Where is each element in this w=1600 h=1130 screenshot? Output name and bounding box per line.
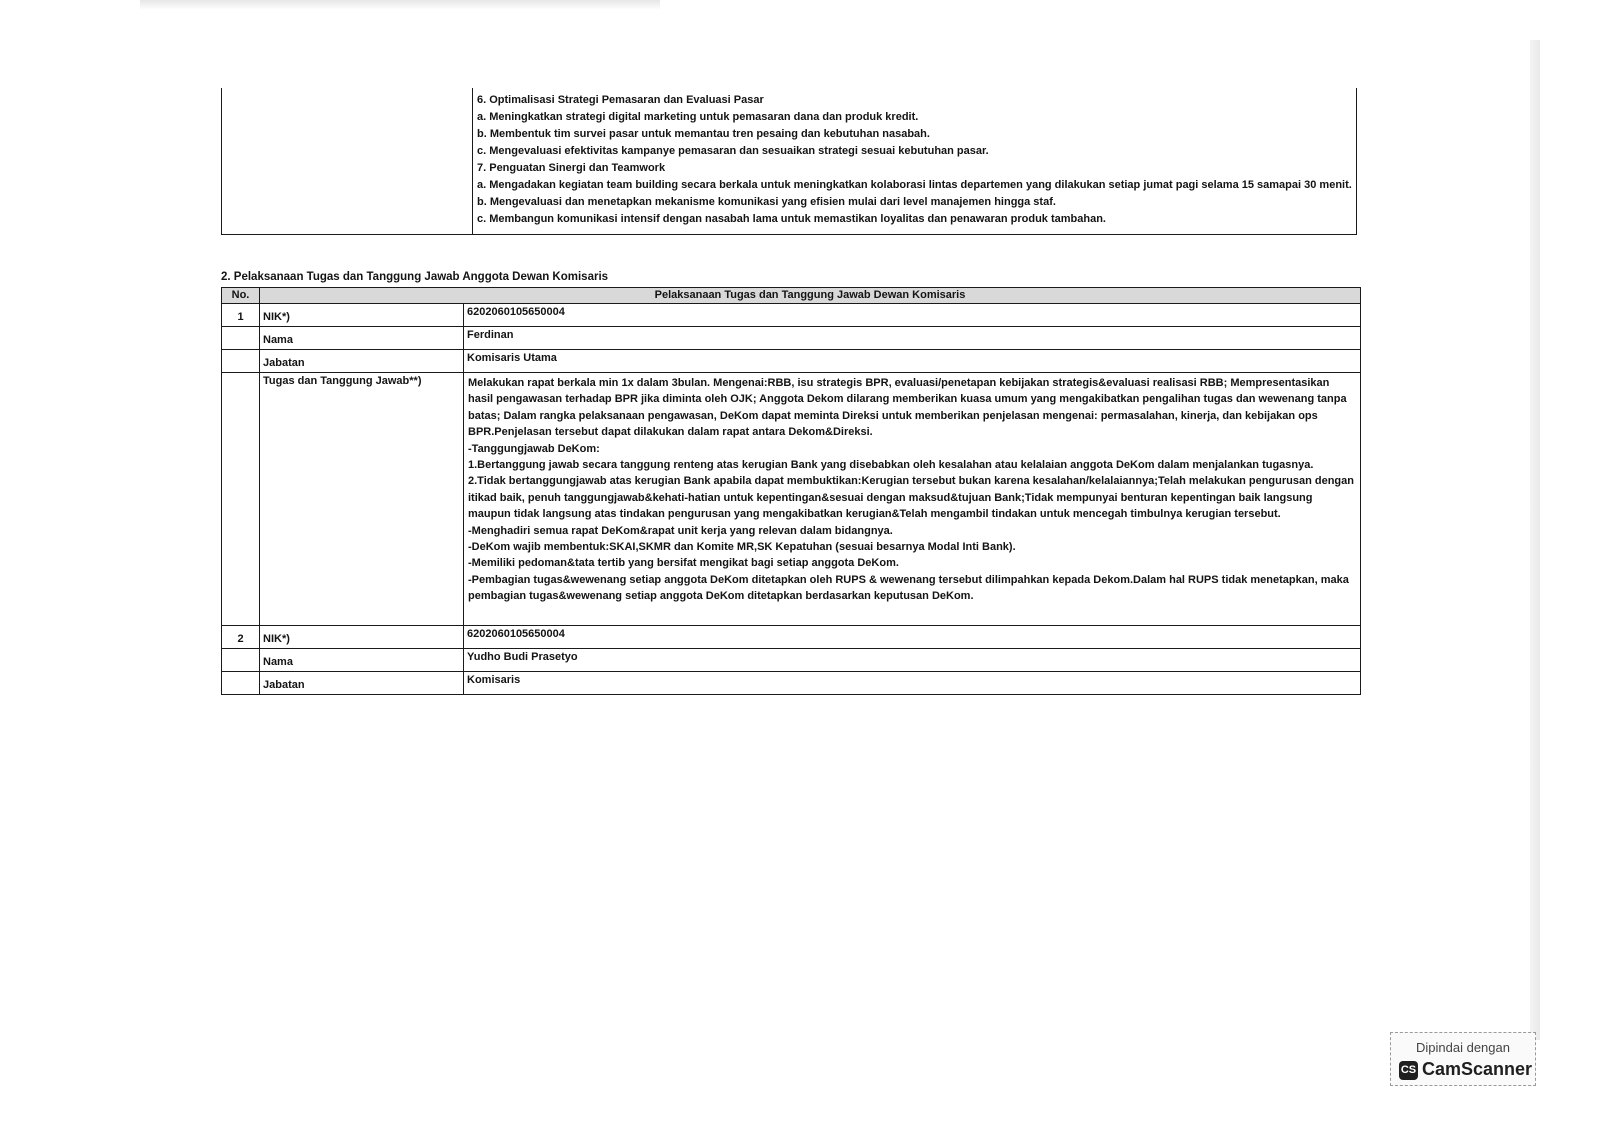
table-row [222,671,1361,694]
jabatan-label: Jabatan [260,350,464,373]
duty-paragraph: 2.Tidak bertanggungjawab atas kerugian Bank apabila dapat membuktikan:Kerugian tersebut bukan karena kesalahan/kelalaiannya;Telah melakukan pengurusan dengan itikad baik, penuh tanggungjawab&kehati-hatian untuk kepentingan&sesuai dengan maksud&tujuan Bank;Tidak mempunyai benturan kepentingan baik langsung maupun tidak langsung atas tindakan pengurusan yang mengakibatkan kerugian&Telah mengambil tindakan untuk mencegah timbulnya kerugian tersebut. [468,475,1354,521]
duty-paragraph: -Menghadiri semua rapat DeKom&rapat unit kerja yang relevan dalam bidangnya. [468,524,893,537]
list-item: b. Mengevaluasi dan menetapkan mekanisme komunikasi yang efisien mulai dari level manajemen hingga staf. [477,196,1056,208]
table-row [222,88,1357,235]
jabatan-label: Jabatan [260,671,464,694]
watermark-caption: Dipindai dengan [1416,1040,1510,1055]
member-number: 1 [222,304,260,327]
strategy-list-cell [473,88,1357,235]
nik-value: 6202060105650004 [464,625,1361,648]
list-item: 7. Penguatan Sinergi dan Teamwork [477,162,666,174]
duty-paragraph: -DeKom wajib membentuk:SKAI,SKMR dan Komite MR,SK Kepatuhan (sesuai besarnya Modal Inti Bank). [468,541,1016,554]
list-item: b. Membentuk tim survei pasar untuk memantau tren pesaing dan kebutuhan nasabah. [477,128,930,140]
empty-cell [222,327,260,350]
nama-value: Ferdinan [464,327,1361,350]
member-number: 2 [222,625,260,648]
table-row [222,327,1361,350]
duty-paragraph: -Pembagian tugas&wewenang setiap anggota DeKom ditetapkan oleh RUPS & wewenang tersebut dilimpahkan kepada Dekom.Dalam hal RUPS tidak menetapkan, maka pembagian tugas&wewenang setiap anggota DeKom ditetapkan berdasarkan keputusan DeKom. [468,573,1349,603]
empty-cell [222,350,260,373]
nik-label: NIK*) [260,304,464,327]
section-title: 2. Pelaksanaan Tugas dan Tanggung Jawab Anggota Dewan Komisaris [221,271,609,283]
tugas-value [464,373,1361,626]
list-item: c. Membangun komunikasi intensif dengan nasabah lama untuk memastikan loyalitas dan penawaran produk tambahan. [477,213,1106,225]
duty-paragraph: Melakukan rapat berkala min 1x dalam 3bulan. Mengenai:RBB, isu strategis BPR, evaluasi/penetapan kebijakan strategis&evaluasi realisasi RBB; Mempresentasikan hasil pengawasan terhadap BPR jika diminta oleh OJK; Anggota Dekom dilarang memberikan kuasa umum yang mengakibatkan pengalihan tugas dan wewenang tanpa batas; Dalam rangka pelaksanaan pengawasan, DeKom dapat meminta Direksi untuk memberikan penjelasan mengenai: permasalahan, kinerja, dan kebijakan ops BPR.Penjelasan tersebut dapat dilakukan dalam rapat antara Dekom&Direksi. [468,377,1347,439]
watermark-brand: CamScanner [1422,1059,1533,1079]
jabatan-value: Komisaris Utama [464,350,1361,373]
empty-cell [222,648,260,671]
table-row [222,625,1361,648]
nama-label: Nama [260,327,464,350]
header-content: Pelaksanaan Tugas dan Tanggung Jawab Dewan Komisaris [260,288,1361,304]
duty-paragraph: -Tanggungjawab DeKom: [468,442,600,455]
duty-paragraph: -Memiliki pedoman&tata tertib yang bersifat mengikat bagi setiap anggota DeKom. [468,557,899,570]
duty-paragraph: 1.Bertanggung jawab secara tanggung renteng atas kerugian Bank yang disebabkan oleh kesalahan atau kelalaian anggota DeKom dalam menjalankan tugasnya. [468,459,1314,472]
table-row [222,373,1361,626]
camscanner-logo-icon: CS [1399,1061,1418,1080]
scan-edge-shadow [140,0,660,10]
previous-section-table [221,88,1357,235]
jabatan-value: Komisaris [464,671,1361,694]
nik-value: 6202060105650004 [464,304,1361,327]
empty-cell [222,671,260,694]
list-item: a. Meningkatkan strategi digital marketing untuk pemasaran dana dan produk kredit. [477,111,919,123]
nama-value: Yudho Budi Prasetyo [464,648,1361,671]
list-item: a. Mengadakan kegiatan team building secara berkala untuk meningkatkan kolaborasi lintas departemen yang dilakukan setiap jumat pagi selama 15 samapai 30 menit. [477,179,1352,191]
table-row [222,304,1361,327]
tugas-label: Tugas dan Tanggung Jawab**) [260,373,464,626]
list-item: 6. Optimalisasi Strategi Pemasaran dan Evaluasi Pasar [477,94,764,106]
camscanner-watermark [1390,1032,1536,1086]
table-row [222,350,1361,373]
empty-cell [222,373,260,626]
nama-label: Nama [260,648,464,671]
commissioner-duties-table [221,287,1361,695]
list-item: c. Mengevaluasi efektivitas kampanye pemasaran dan sesuaikan strategi sesuai kebutuhan pasar. [477,145,989,157]
empty-cell [222,88,473,235]
scan-edge-shadow-right [1530,40,1540,1040]
table-header-row [222,288,1361,304]
header-no: No. [222,288,260,304]
table-row [222,648,1361,671]
nik-label: NIK*) [260,625,464,648]
